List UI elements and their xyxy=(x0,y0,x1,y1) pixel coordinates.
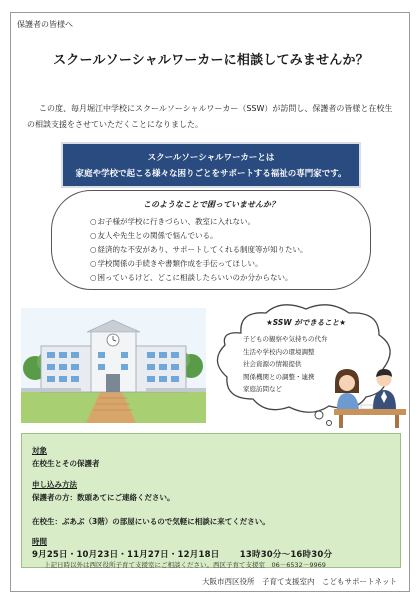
ssw-definition-banner xyxy=(61,142,361,188)
counseling-people-illustration xyxy=(329,363,409,428)
ssw-can-do-item: 社会資源の情報提供 xyxy=(243,360,302,369)
worry-item: ○ 友人や先生との関係で悩んでいる。 xyxy=(90,229,308,243)
ssw-can-do-item: 生活や学校内の環境調整 xyxy=(243,347,315,356)
footer-organization: 大阪市西区役所 子育て支援室内 こどもサポートネット xyxy=(202,577,397,586)
info-box xyxy=(21,433,401,568)
worries-list xyxy=(90,215,308,285)
ssw-banner-line2: 家庭や学校で起こる様々な困りごとをサポートする福祉の専門家です。 xyxy=(75,169,347,179)
ssw-can-do-item: 家庭訪問など xyxy=(243,385,282,394)
worries-box xyxy=(51,190,371,290)
ssw-banner-line1: スクールソーシャルワーカーとは xyxy=(147,153,275,163)
school-building-illustration xyxy=(21,308,206,423)
apply-parents: 保護者の方：数頭あてにご連絡ください。 xyxy=(32,493,175,502)
target-heading: 対象 xyxy=(32,446,47,455)
apply-students: 在校生：ぶあぶ（3階）の部屋にいるので気軽に相談に来てください。 xyxy=(32,517,270,526)
ssw-can-do-item: 子どもの観察や気持ちの代弁 xyxy=(243,335,328,343)
schedule-line xyxy=(32,548,332,560)
ssw-can-do-item: 関係機関との調整・連携 xyxy=(243,372,315,381)
ssw-can-do-title: ★SSW ができること★ xyxy=(266,318,346,327)
schedule-hours: 13時30分～16時30分 xyxy=(239,550,333,560)
intro-paragraph: この度、毎月堀江中学校にスクールソーシャルワーカー（SSW）が訪問し、保護者の皆様と在校生の相談支援をさせていただくことになりました。 xyxy=(27,104,393,129)
time-heading: 時間 xyxy=(32,537,47,546)
greeting: 保護者の皆様へ xyxy=(17,20,73,29)
worries-title: このようなことで困っていませんか？ xyxy=(143,200,279,209)
worry-item: ○ 学校関係の手続きや書類作成を手伝ってほしい。 xyxy=(90,257,308,271)
ssw-can-do-list xyxy=(243,333,328,396)
page-title: スクールソーシャルワーカーに相談してみませんか？ xyxy=(53,53,369,68)
contact-note: 上記日時以外は西区役所子育て支援室にご相談ください。西区子育て支援室 06－6532－9969 xyxy=(44,561,326,569)
apply-heading: 申し込み方法 xyxy=(32,480,77,489)
worry-item: ○ 経済的な不安があり、サポートしてくれる制度等が知りたい。 xyxy=(90,243,308,257)
flyer-page xyxy=(10,12,410,592)
worry-item: ○ 困っているけど、どこに相談したらいいのか分からない。 xyxy=(90,271,308,285)
schedule-dates: 9月25日・10月23日・11月27日・12月18日 xyxy=(32,550,220,560)
target-body: 在校生とその保護者 xyxy=(32,459,100,468)
worry-item: ○ お子様が学校に行きづらい、教室に入れない。 xyxy=(90,215,308,229)
